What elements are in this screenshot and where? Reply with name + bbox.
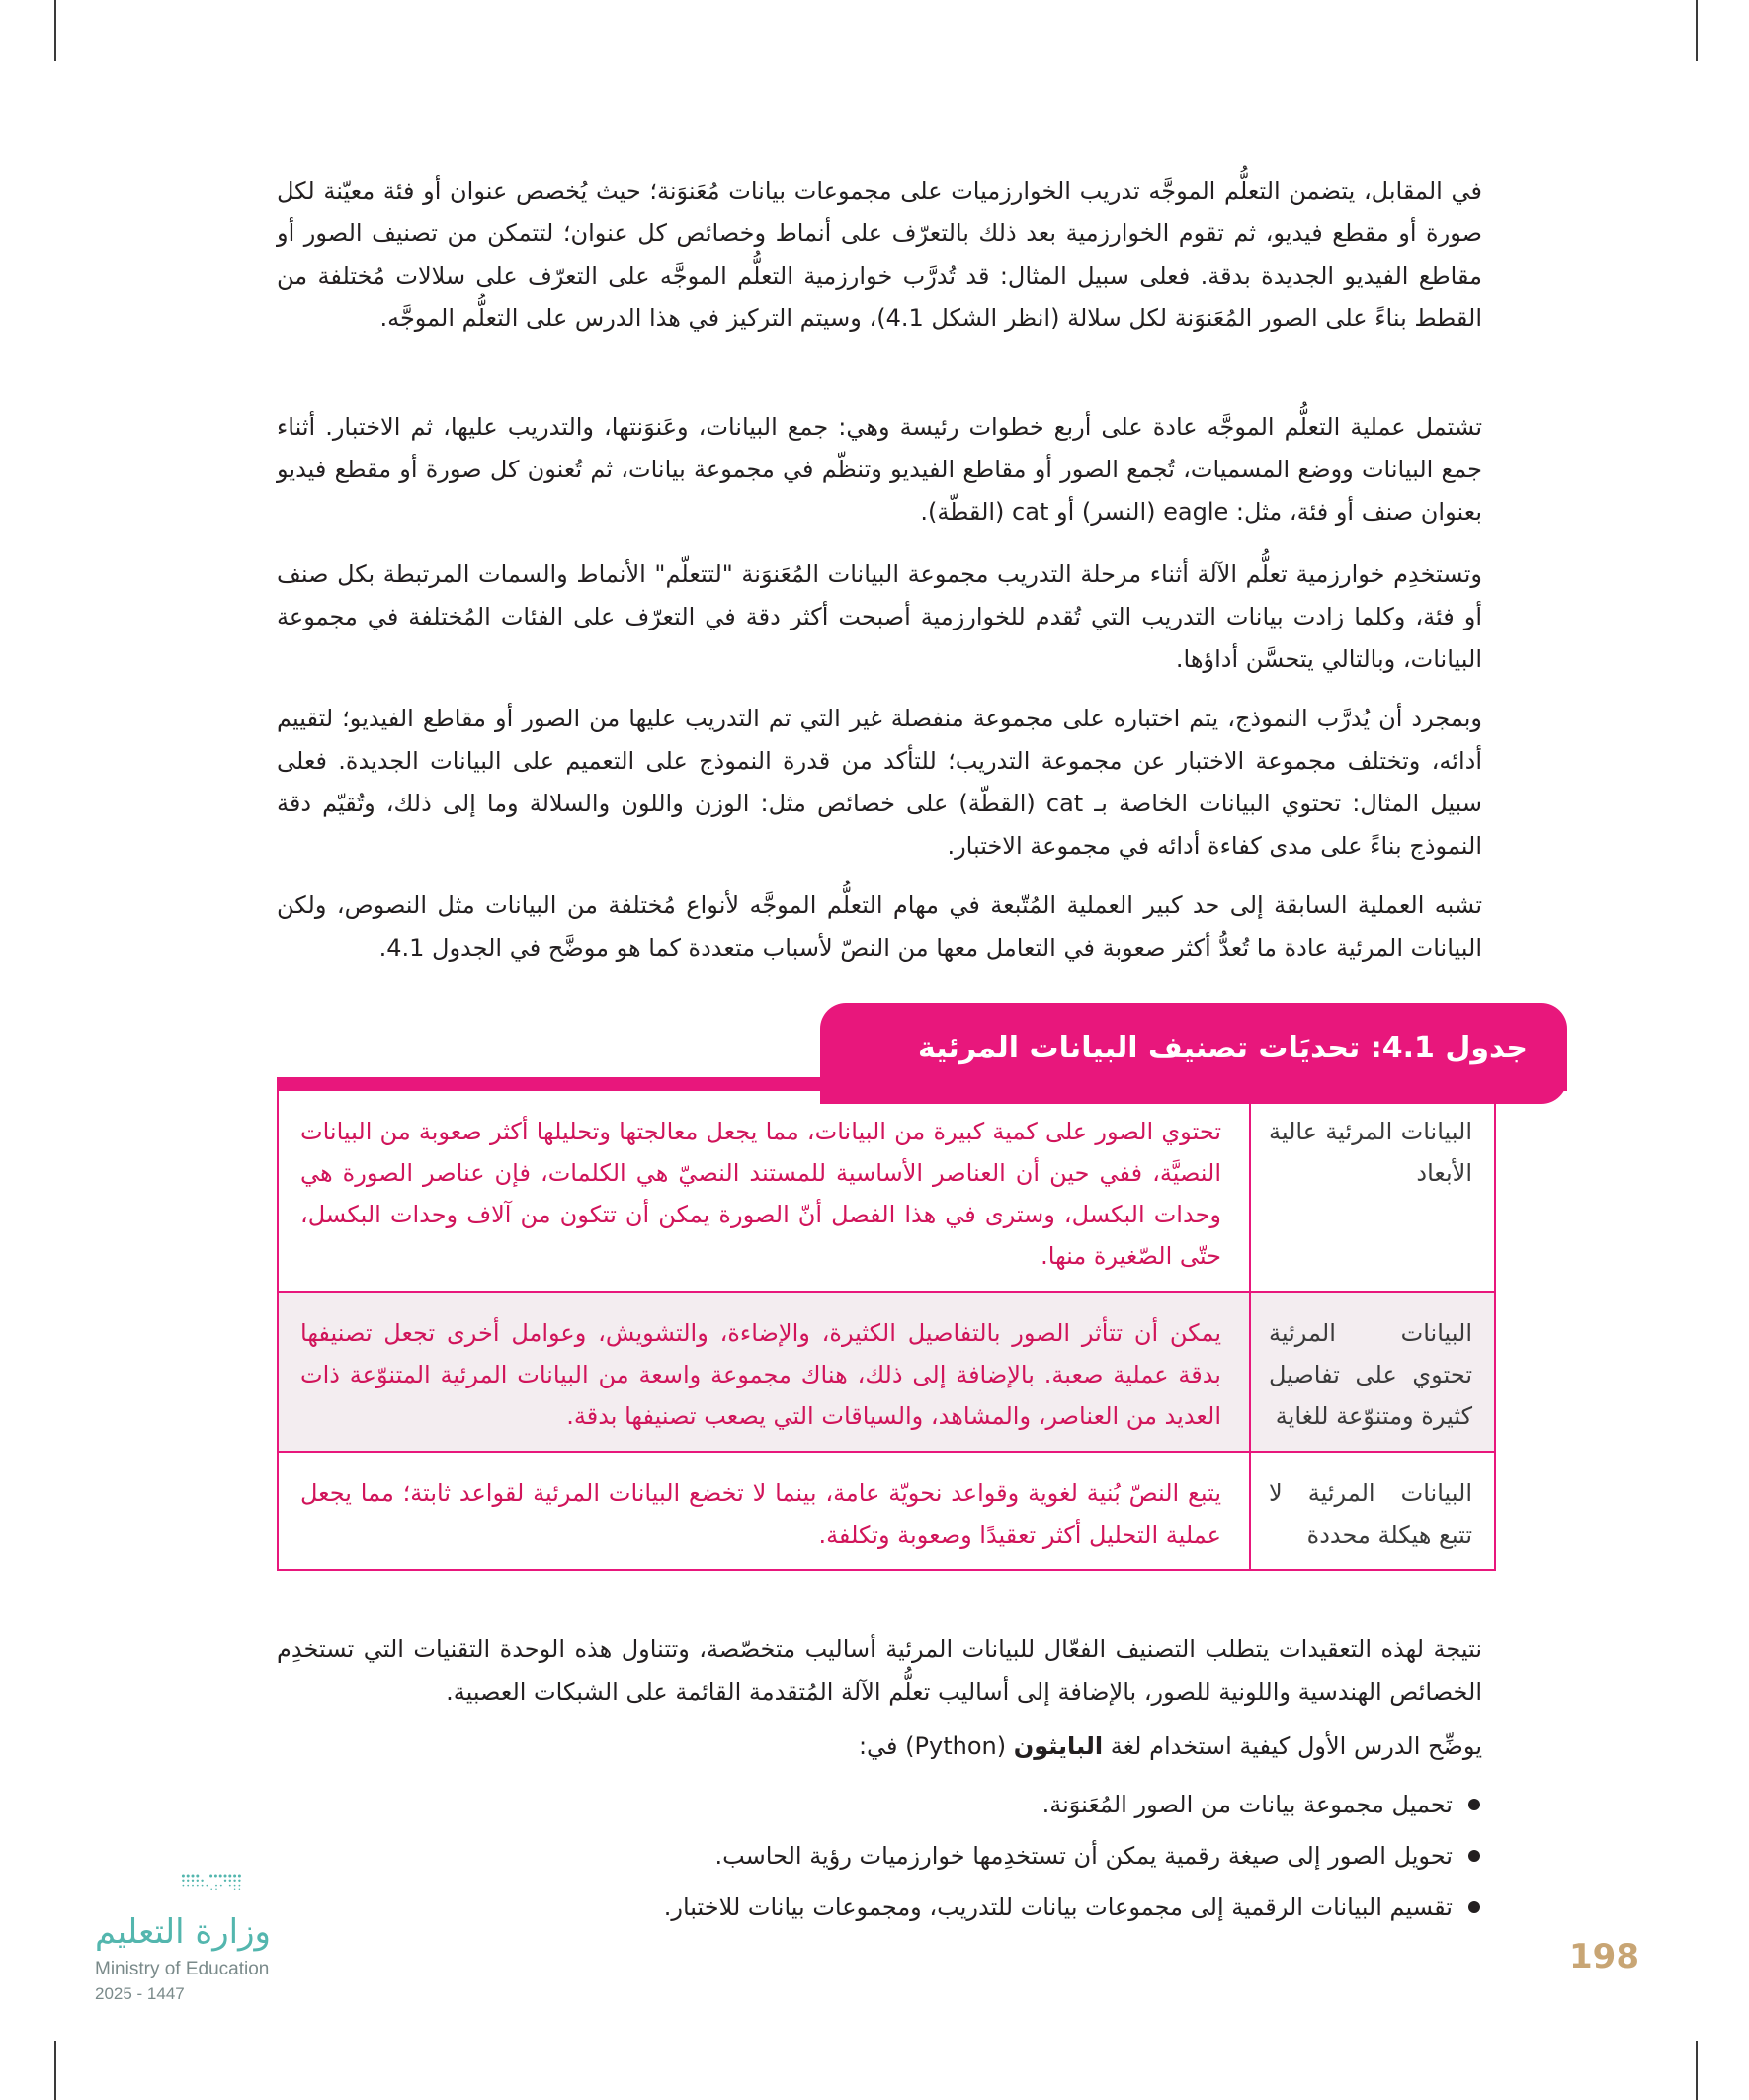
page-number: 198 <box>1569 1937 1639 1976</box>
list-item-text: تحميل مجموعة بيانات من الصور المُعَنوَنة. <box>1041 1791 1453 1818</box>
table-row <box>279 1291 1494 1451</box>
lesson-intro-prefix: يوضِّح الدرس الأول كيفية استخدام لغة <box>1103 1732 1482 1760</box>
list-item <box>277 1830 1482 1882</box>
bullet-dot-icon <box>1468 1901 1480 1913</box>
crop-mark <box>54 0 56 61</box>
table-row-title: البيانات المرئية تحتوي على تفاصيل كثيرة ومتنوّعة للغاية <box>1249 1293 1494 1451</box>
table-row-description: يتبع النصّ بُنية لغوية وقواعد نحويّة عامة، بينما لا تخضع البيانات المرئية لقواعد ثابتة؛ مما يجعل عملية التحليل أكثر تعقيدًا وصعوبة وتكلفة. <box>300 1479 1221 1549</box>
table-row-title: البيانات المرئية لا تتبع هيكلة محددة <box>1249 1453 1494 1569</box>
list-item <box>277 1779 1482 1830</box>
paragraph-steps: تشتمل عملية التعلُّم الموجَّه عادة على أربع خطوات رئيسة وهي: جمع البيانات، وعَنوَنتها، والتدريب عليها، ثم الاختبار. أثناء جمع البيانات ووضع المسميات، تُجمع الصور أو مقاطع الفيديو وتنظّم في مجموعة بيانات، ثم تُعنون كل صورة أو مقطع فيديو بعنوان صنف أو فئة، مثل: eagle (النسر) أو cat (القطّة). <box>277 413 1482 526</box>
paragraph-training: وتستخدِم خوارزمية تعلُّم الآلة أثناء مرحلة التدريب مجموعة البيانات المُعَنوَنة "لتتعلّم" الأنماط والسمات المرتبطة بكل صنف أو فئة، وكلما زادت بيانات التدريب التي تُقدم للخوارزمية أصبحت أكثر دقة في التعرّف على الفئات المُختلفة في مجموعة البيانات، وبالتالي يتحسَّن أداؤها. <box>277 560 1482 673</box>
lesson-intro-python: البايثون <box>1013 1732 1104 1760</box>
bullet-dot-icon <box>1468 1799 1480 1810</box>
paragraph-conclusion: نتيجة لهذه التعقيدات يتطلب التصنيف الفعّال للبيانات المرئية أساليب متخصّصة، وتتناول هذه الوحدة التقنيات التي تستخدِم الخصائص الهندسية واللونية للصور، بالإضافة إلى أساليب تعلُّم الآلة المُتقدمة القائمة على الشبكات العصبية. <box>277 1636 1482 1706</box>
bullet-dot-icon <box>1468 1850 1480 1862</box>
crop-mark <box>1696 2041 1698 2100</box>
crop-mark <box>1696 0 1698 61</box>
ministry-name-arabic: وزارة التعليم <box>95 1912 271 1952</box>
list-item <box>277 1882 1482 1933</box>
paragraph-lesson-intro <box>277 1726 1482 1766</box>
challenges-table <box>277 1091 1496 1571</box>
table-title-tab <box>820 1003 1567 1104</box>
table-row <box>279 1091 1494 1291</box>
table-title: جدول 4.1: تحديَات تصنيف البيانات المرئية <box>918 1031 1528 1065</box>
list-item-text: تحويل الصور إلى صيغة رقمية يمكن أن تستخدِمها خوارزميات رؤية الحاسب. <box>714 1842 1453 1870</box>
paragraph-supervised-intro: في المقابل، يتضمن التعلُّم الموجَّه تدريب الخوارزميات على مجموعات بيانات مُعَنوَنة؛ حيث يُخصص عنوان أو فئة معيّنة لكل صورة أو مقطع فيديو، ثم تقوم الخوارزمية بعد ذلك بالتعرّف على أنماط وخصائص كل عنوان؛ لتتمكن من تصنيف الصور أو مقاطع الفيديو الجديدة بدقة. فعلى سبيل المثال: قد تُدرَّب خوارزمية التعلُّم الموجَّه على التعرّف على سلالات مُختلفة من القطط بناءً على الصور المُعَنوَنة لكل سلالة (انظر الشكل 4.1)، وسيتم التركيز في هذا الدرس على التعلُّم الموجَّه. <box>277 177 1482 332</box>
table-row-title: البيانات المرئية عالية الأبعاد <box>1249 1091 1494 1291</box>
ministry-name-english: Ministry of Education <box>95 1959 270 1979</box>
list-item-text: تقسيم البيانات الرقمية إلى مجموعات بيانات للتدريب، ومجموعات بيانات للاختبار. <box>663 1893 1453 1921</box>
ministry-year: 2025 - 1447 <box>95 1984 185 2003</box>
crop-mark <box>54 2041 56 2100</box>
paragraph-testing: وبمجرد أن يُدرَّب النموذج، يتم اختباره على مجموعة منفصلة غير التي تم التدريب عليها من الصور أو مقاطع الفيديو؛ لتقييم أدائه، وتختلف مجموعة الاختبار عن مجموعة التدريب؛ للتأكد من قدرة النموذج على التعميم على البيانات الجديدة. فعلى سبيل المثال: تحتوي البيانات الخاصة بـ cat (القطّة) على خصائص مثل: الوزن واللون والسلالة وما إلى ذلك، وتُقيّم دقة النموذج بناءً على مدى كفاءة أدائه في مجموعة الاختبار. <box>277 705 1482 860</box>
paragraph-visual-difficulty: تشبه العملية السابقة إلى حد كبير العملية المُتّبعة في مهام التعلُّم الموجَّه لأنواع مُختلفة من البيانات مثل النصوص، ولكن البيانات المرئية عادة ما تُعدُّ أكثر صعوبة في التعامل معها من النصّ لأسباب متعددة كما هو موضَّح في الجدول 4.1. <box>277 891 1482 962</box>
lesson-bullet-list <box>277 1779 1482 1933</box>
lesson-intro-suffix: (Python) في: <box>858 1732 1014 1760</box>
table-row-description: يمكن أن تتأثر الصور بالتفاصيل الكثيرة، والإضاءة، والتشويش، وعوامل أخرى تجعل تصنيفها بدقة عملية صعبة. بالإضافة إلى ذلك، هناك مجموعة واسعة من البيانات المرئية المتنوّعة ذات العديد من العناصر، والمشاهد، والسياقات التي يصعب تصنيفها بدقة. <box>279 1293 1249 1451</box>
table-row-description: تحتوي الصور على كمية كبيرة من البيانات، مما يجعل معالجتها وتحليلها أكثر صعوبة من البيانات النصيَّة، ففي حين أن العناصر الأساسية للمستند النصيّ هي الكلمات، فإن عناصر الصورة هي وحدات البكسل، وسترى في هذا الفصل أنّ الصورة يمكن أن تتكون من آلاف وحدات البكسل، حتّى الصّغيرة منها. <box>300 1118 1221 1270</box>
table-row <box>279 1451 1494 1569</box>
